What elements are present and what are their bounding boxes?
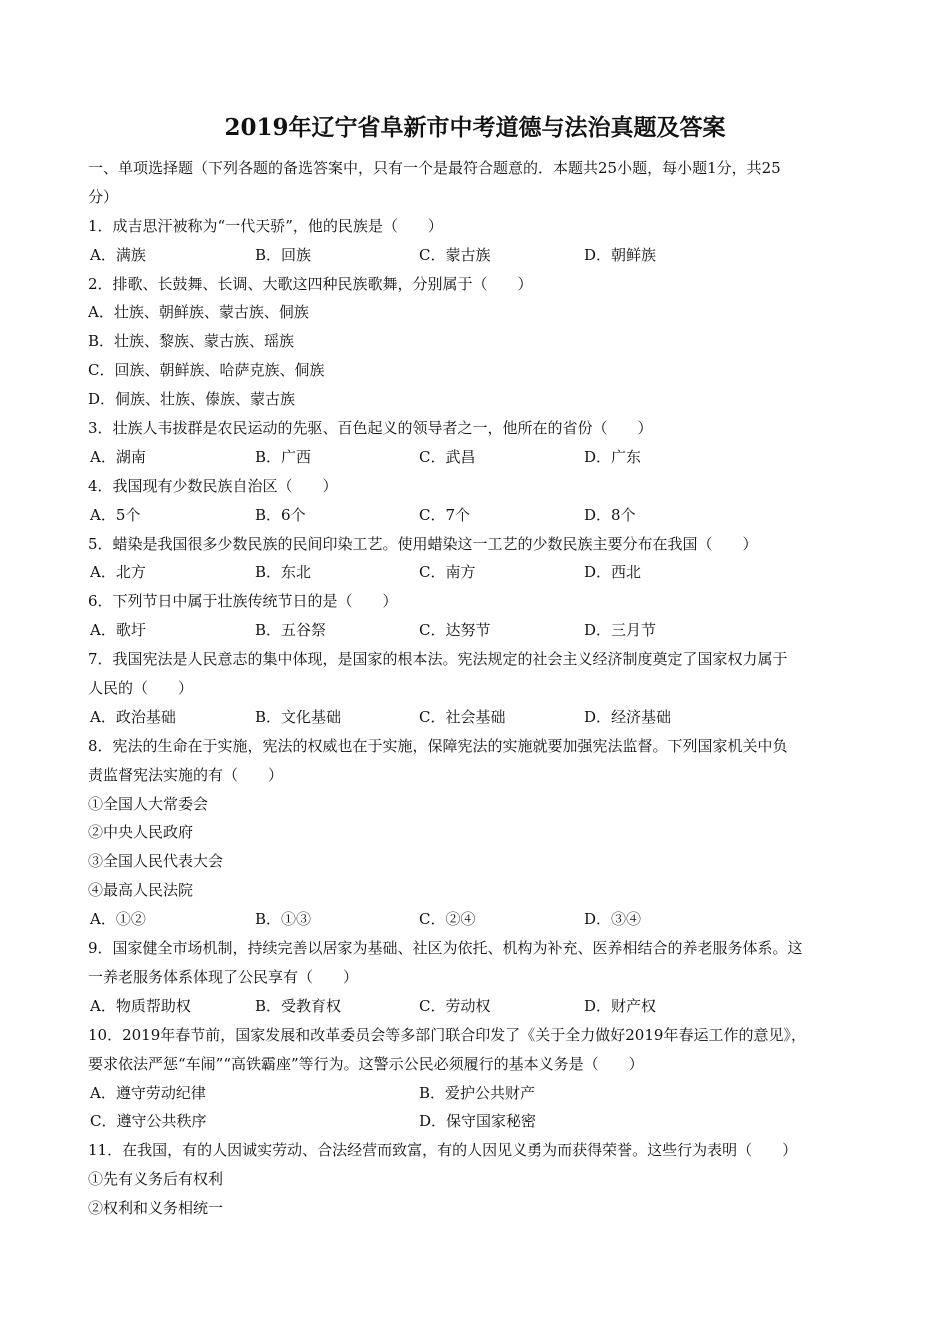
question-2-option-b: B．壮族、黎族、蒙古族、瑶族 xyxy=(88,332,295,351)
question-1-stem: 1．成吉思汗被称为“一代天骄”，他的民族是（ ） xyxy=(88,216,443,235)
question-6-stem: 6．下列节日中属于壮族传统节日的是（ ） xyxy=(88,592,398,611)
question-10-option-c: C．遵守公共秩序 xyxy=(90,1112,207,1131)
question-8-item-2: ②中央人民政府 xyxy=(88,823,194,842)
question-4-options xyxy=(88,501,878,530)
question-3-option-a: A．湖南 xyxy=(90,447,146,466)
question-7-options xyxy=(88,703,878,732)
question-5-options xyxy=(88,558,878,587)
question-9-option-b: B．受教育权 xyxy=(255,996,342,1015)
section-heading-line-2: 分） xyxy=(88,187,119,206)
question-11-stem: 11．在我国，有的人因诚实劳动、合法经营而致富，有的人因见义勇为而获得荣誉。这些行为表明（ ） xyxy=(88,1141,798,1160)
question-8-stem-line-1: 8．宪法的生命在于实施，宪法的权威也在于实施，保障宪法的实施就要加强宪法监督。下列国家机关中负 xyxy=(88,736,788,755)
question-1-option-a: A．满族 xyxy=(90,245,146,264)
question-4-option-a: A．5个 xyxy=(90,505,141,524)
section-heading-line-1: 一、单项选择题（下列各题的备选答案中，只有一个是最符合题意的．本题共25小题，每小题1分，共25 xyxy=(88,159,781,177)
question-9-options xyxy=(88,992,878,1021)
question-7-stem-line-2: 人民的（ ） xyxy=(88,679,194,698)
question-1-option-c: C．蒙古族 xyxy=(419,245,491,264)
question-3-options xyxy=(88,443,878,472)
question-6-option-c: C．达努节 xyxy=(419,621,491,640)
question-10-stem-line-1: 10．2019年春节前，国家发展和改革委员会等多部门联合印发了《关于全力做好2019年春运工作的意见》， xyxy=(88,1025,806,1044)
question-8-item-1: ①全国人大常委会 xyxy=(88,794,209,813)
question-2-option-a: A．壮族、朝鲜族、蒙古族、侗族 xyxy=(88,303,309,322)
question-10-option-b: B．爱护公共财产 xyxy=(419,1083,536,1102)
question-4-option-c: C．7个 xyxy=(419,505,471,524)
question-6-option-b: B．五谷祭 xyxy=(255,621,327,640)
question-5-option-d: D．西北 xyxy=(584,563,642,582)
question-3-option-b: B．广西 xyxy=(255,447,312,466)
question-11-item-2: ②权利和义务相统一 xyxy=(88,1199,224,1218)
question-7-option-b: B．文化基础 xyxy=(255,707,342,726)
question-3-stem: 3．壮族人韦拔群是农民运动的先驱、百色起义的领导者之一，他所在的省份（ ） xyxy=(88,419,653,438)
question-1-option-d: D．朝鲜族 xyxy=(584,245,657,264)
question-10-option-d: D．保守国家秘密 xyxy=(419,1112,537,1131)
question-4-option-d: D．8个 xyxy=(584,505,636,524)
question-10-stem-line-2: 要求依法严惩“车闹”“高铁霸座”等行为。这警示公民必须履行的基本义务是（ ） xyxy=(88,1054,644,1073)
question-9-option-a: A．物质帮助权 xyxy=(90,996,191,1015)
question-2-option-d: D．侗族、壮族、傣族、蒙古族 xyxy=(88,390,296,409)
question-9-option-d: D．财产权 xyxy=(584,996,657,1015)
question-3-option-c: C．武昌 xyxy=(419,447,476,466)
question-9-stem-line-2: 一养老服务体系体现了公民享有（ ） xyxy=(88,967,359,986)
question-4-option-b: B．6个 xyxy=(255,505,306,524)
question-2-stem: 2．排歌、长鼓舞、长调、大歌这四种民族歌舞，分别属于（ ） xyxy=(88,274,533,293)
question-6-options xyxy=(88,616,878,645)
question-5-stem: 5．蜡染是我国很多少数民族的民间印染工艺。使用蜡染这一工艺的少数民族主要分布在我国（ ） xyxy=(88,534,758,553)
question-6-option-d: D．三月节 xyxy=(584,621,657,640)
exam-body xyxy=(88,154,878,1223)
question-4-stem: 4．我国现有少数民族自治区（ ） xyxy=(88,476,338,495)
question-1-options xyxy=(88,241,878,270)
question-3-option-d: D．广东 xyxy=(584,447,642,466)
question-6-option-a: A．歌圩 xyxy=(90,621,146,640)
question-7-stem-line-1: 7．我国宪法是人民意志的集中体现，是国家的根本法。宪法规定的社会主义经济制度奠定了国家权力属于 xyxy=(88,650,788,669)
question-9-stem-line-1: 9．国家健全市场机制，持续完善以居家为基础、社区为依托、机构为补充、医养相结合的养老服务体系。这 xyxy=(88,939,803,958)
question-8-item-4: ④最高人民法院 xyxy=(88,881,194,900)
question-8-stem-line-2: 责监督宪法实施的有（ ） xyxy=(88,765,284,784)
question-2-option-c: C．回族、朝鲜族、哈萨克族、侗族 xyxy=(88,361,325,380)
question-7-option-c: C．社会基础 xyxy=(419,707,506,726)
question-11-item-1: ①先有义务后有权利 xyxy=(88,1170,224,1189)
question-8-options xyxy=(88,905,878,934)
question-10-option-a: A．遵守劳动纪律 xyxy=(90,1083,206,1102)
question-5-option-b: B．东北 xyxy=(255,563,312,582)
question-8-item-3: ③全国人民代表大会 xyxy=(88,852,224,871)
question-8-option-d: D．③④ xyxy=(584,910,642,929)
question-9-option-c: C．劳动权 xyxy=(419,996,491,1015)
question-7-option-d: D．经济基础 xyxy=(584,707,672,726)
question-10-options-row-1 xyxy=(88,1079,878,1108)
question-8-option-c: C．②④ xyxy=(419,910,476,929)
question-7-option-a: A．政治基础 xyxy=(90,707,176,726)
question-10-options-row-2 xyxy=(88,1107,878,1136)
question-5-option-c: C．南方 xyxy=(419,563,476,582)
question-5-option-a: A．北方 xyxy=(90,563,146,582)
page-title: 2019年辽宁省阜新市中考道德与法治真题及答案 xyxy=(224,114,726,141)
question-8-option-b: B．①③ xyxy=(255,910,312,929)
question-1-option-b: B．回族 xyxy=(255,245,312,264)
question-8-option-a: A．①② xyxy=(90,910,146,929)
